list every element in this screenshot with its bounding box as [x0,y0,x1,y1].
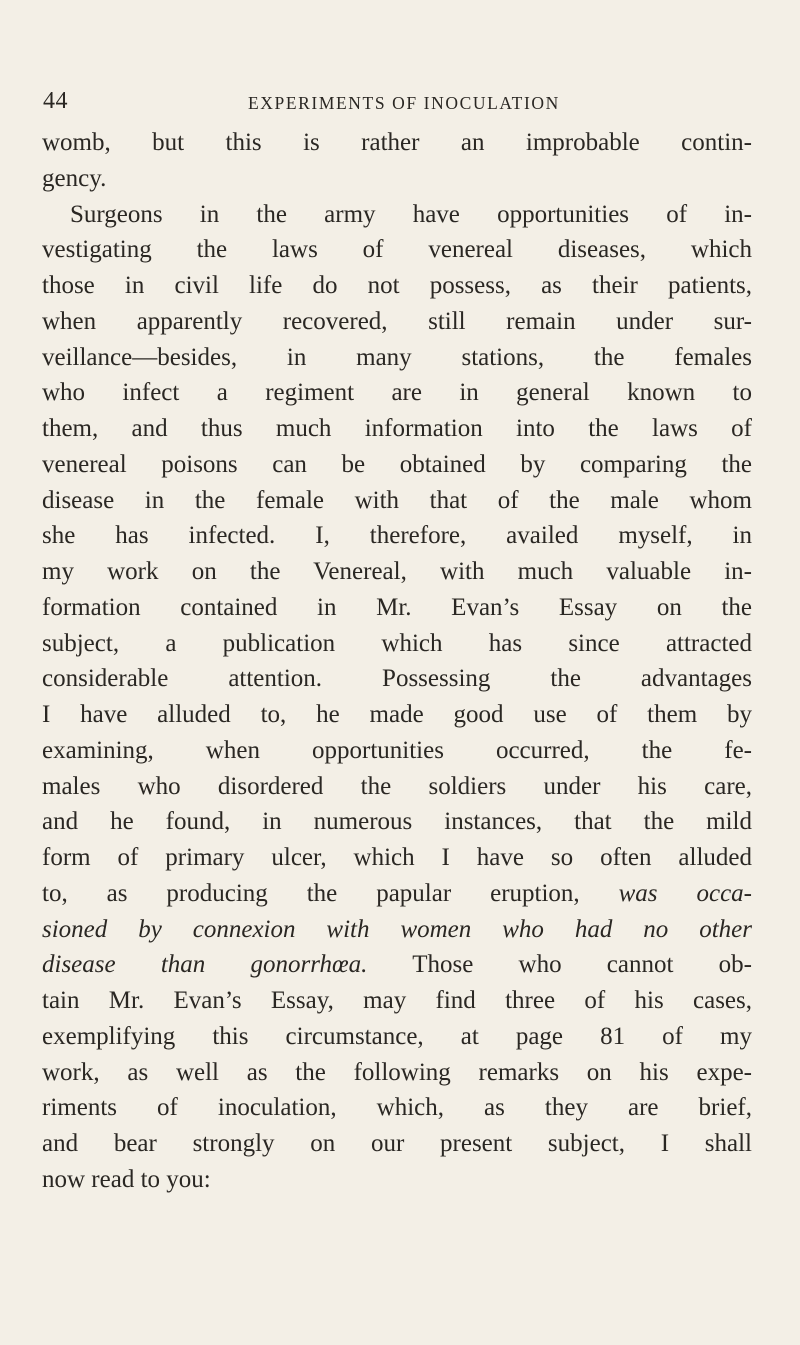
text-line: she has infected. I, therefore, availed myself, in [42,522,752,550]
text-line: venereal poisons can be obtained by comparing the [42,450,752,478]
text-line: those in civil life do not possess, as their patients, [42,272,752,299]
italic-text: was occa- [618,879,752,907]
text-line: I have alluded to, he made good use of them by [42,701,752,728]
text-line: when apparently recovered, still remain under sur- [42,307,752,335]
text-line: disease than gonorrhœa. Those who cannot ob- [42,951,752,979]
body-text [42,125,752,1198]
italic-text: disease than gonorrhœa. [42,951,368,979]
text-line: gency. [42,164,107,192]
text-line: considerable attention. Possessing the advantages [42,665,752,693]
text-line: them, and thus much information into the laws of [42,415,752,442]
text-line: males who disordered the soldiers under his care, [42,772,752,800]
text-line: riments of inoculation, which, as they are brief, [42,1094,752,1122]
text-line: veillance—besides, in many stations, the females [42,343,752,371]
text-line: my work on the Venereal, with much valuable in- [42,558,752,585]
text-line: and he found, in numerous instances, that the mild [42,808,752,836]
running-header [0,88,800,118]
text-line: who infect a regiment are in general known to [42,379,752,407]
text-line: subject, a publication which has since attracted [42,629,752,657]
page-number: 44 [43,88,68,114]
text-line: now read to you: [42,1165,211,1193]
text-line: Surgeons in the army have opportunities of in- [70,200,752,228]
text-line: form of primary ulcer, which I have so often alluded [42,844,752,871]
text-line: sioned by connexion with women who had no other [42,915,752,943]
text-line: and bear strongly on our present subject, I shall [42,1130,752,1157]
text-line: examining, when opportunities occurred, the fe- [42,736,752,764]
text-line: formation contained in Mr. Evan’s Essay on the [42,593,752,621]
text-line: work, as well as the following remarks on his expe- [42,1058,752,1086]
text-line: womb, but this is rather an improbable contin- [42,129,752,156]
running-title: EXPERIMENTS OF INOCULATION [248,93,560,113]
text-line: to, as producing the papular eruption, was occa- [42,879,752,907]
text-line: exemplifying this circumstance, at page 81 of my [42,1022,752,1050]
text-line: vestigating the laws of venereal diseases, which [42,236,752,264]
text-line: tain Mr. Evan’s Essay, may find three of his cases, [42,987,752,1014]
text-line: disease in the female with that of the male whom [42,486,752,514]
